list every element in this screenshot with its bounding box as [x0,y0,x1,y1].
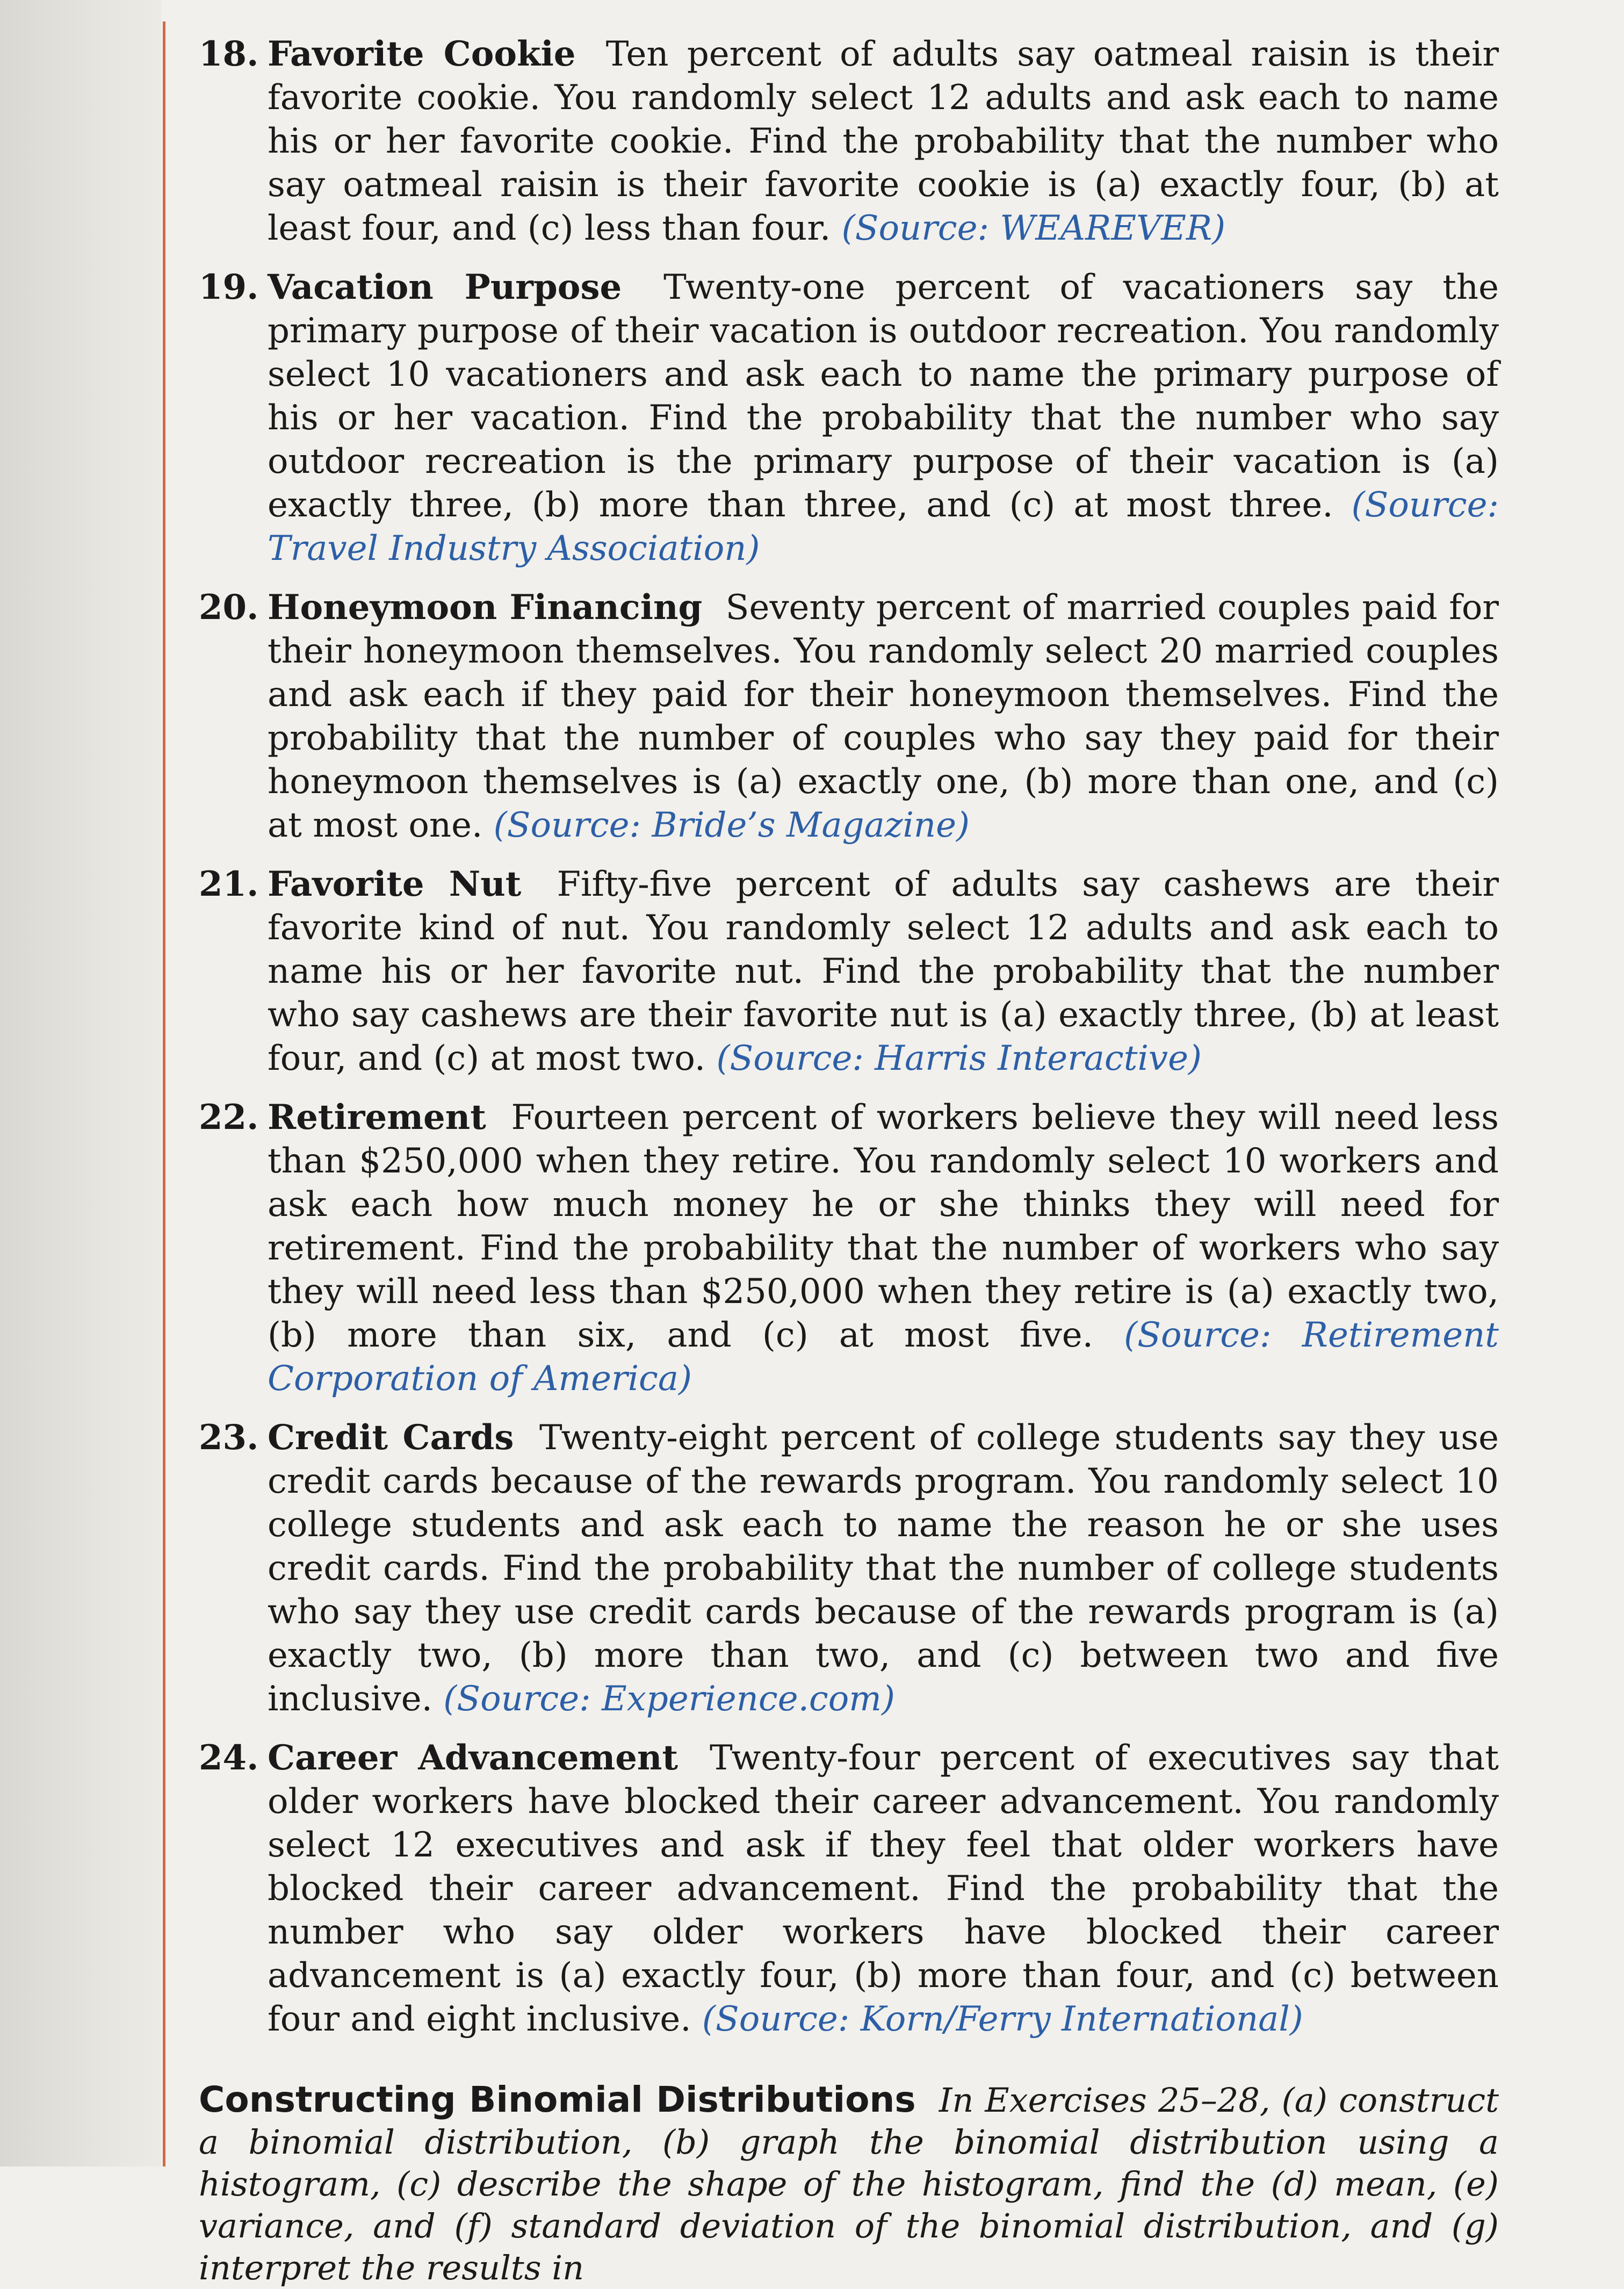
exercise-title: Favorite Nut [268,864,522,904]
exercise-title: Career Advancement [268,1738,679,1778]
section-constructing-binomial [199,2079,1499,2289]
exercise-number: 23. [199,1417,259,1458]
section-instructions: In Exercises 25–28, (a) construct a binomial distribution, (b) graph the binomial distribution using a histogram, (c) describe the shape of the histogram, find the (d) mean, (e) variance, and (f) standard deviation of the binomial distribution, and (g) interpret the results in [199,2081,1499,2287]
section-title: Constructing Binomial Distributions [199,2079,916,2120]
exercise-19 [199,265,1499,571]
exercise-source: (Source: Travel Industry Association) [268,485,1499,568]
exercise-20 [199,586,1499,847]
exercise-text: Twenty-one percent of vacationers say the primary purpose of their vacation is outdoor recreation. You randomly select 10 vacationers and ask each to name the primary purpose of his or her vacation. Find the probability that the number who say outdoor recreation is the primary purpose of their vacation is (a) exactly three, (b) more than three, and (c) at most three. [268,268,1499,525]
exercise-title: Retirement [268,1097,486,1138]
exercise-18 [199,32,1499,250]
exercise-number: 20. [199,587,259,628]
exercise-text: Fourteen percent of workers believe they will need less than $250,000 when they retire. You randomly select 10 workers and ask each how much money he or she thinks they will need for retirement. Find the probability that the number of workers who say they will need less than $250,000 when they retire is (a) exactly two, (b) more than six, and (c) at most five. [268,1098,1499,1355]
exercise-22 [199,1096,1499,1401]
exercise-source: (Source: Harris Interactive) [716,1039,1202,1078]
exercise-number: 21. [199,864,259,904]
exercise-source: (Source: Korn/Ferry International) [702,1999,1303,2039]
exercise-number: 24. [199,1738,259,1778]
exercise-text: Seventy percent of married couples paid for their honeymoon themselves. You randomly select 20 married couples and ask each if they paid for their honeymoon themselves. Find the probability that the number of couples who say they paid for their honeymoon themselves is (a) exactly one, (b) more than one, and (c) at most one. [268,588,1499,845]
exercise-text: Fifty-five percent of adults say cashews are their favorite kind of nut. You randomly select 12 adults and ask each to name his or her favorite nut. Find the probability that the number who say cashews are their favorite nut is (a) exactly three, (b) at least four, and (c) at most two. [268,865,1499,1078]
exercise-source: (Source: Bride’s Magazine) [493,805,970,845]
exercise-source: (Source: Retirement Corporation of America) [268,1315,1499,1399]
exercise-number: 18. [199,34,259,74]
exercise-number: 19. [199,267,259,307]
exercise-23 [199,1416,1499,1721]
exercise-24 [199,1736,1499,2041]
exercise-source: (Source: Experience.com) [443,1679,895,1719]
exercise-21 [199,862,1499,1081]
exercise-text: Twenty-four percent of executives say that older workers have blocked their career advancement. You randomly select 12 executives and ask if they feel that older workers have blocked their career advancement. Find the probability that the number who say older workers have blocked their career advancement is (a) exactly four, (b) more than four, and (c) between four and eight inclusive. [268,1738,1499,2039]
exercise-title: Honeymoon Financing [268,587,703,628]
exercise-title: Vacation Purpose [268,267,622,307]
textbook-page [199,32,1499,2289]
exercise-source: (Source: WEAREVER) [841,208,1226,248]
exercise-title: Credit Cards [268,1417,514,1458]
exercise-title: Favorite Cookie [268,34,576,74]
exercise-number: 22. [199,1097,259,1138]
exercise-text: Ten percent of adults say oatmeal raisin is their favorite cookie. You randomly select 12 adults and ask each to name his or her favorite cookie. Find the probability that the number who say oatmeal raisin is their favorite cookie is (a) exactly four, (b) at least four, and (c) less than four. [268,34,1499,248]
left-page-shadow [0,0,161,2166]
margin-rule [163,21,165,2166]
exercise-text: Twenty-eight percent of college students say they use credit cards because of the rewards program. You randomly select 10 college students and ask each to name the reason he or she uses credit cards. Find the probability that the number of college students who say they use credit cards because of the rewards program is (a) exactly two, (b) more than two, and (c) between two and five inclusive. [268,1418,1499,1719]
